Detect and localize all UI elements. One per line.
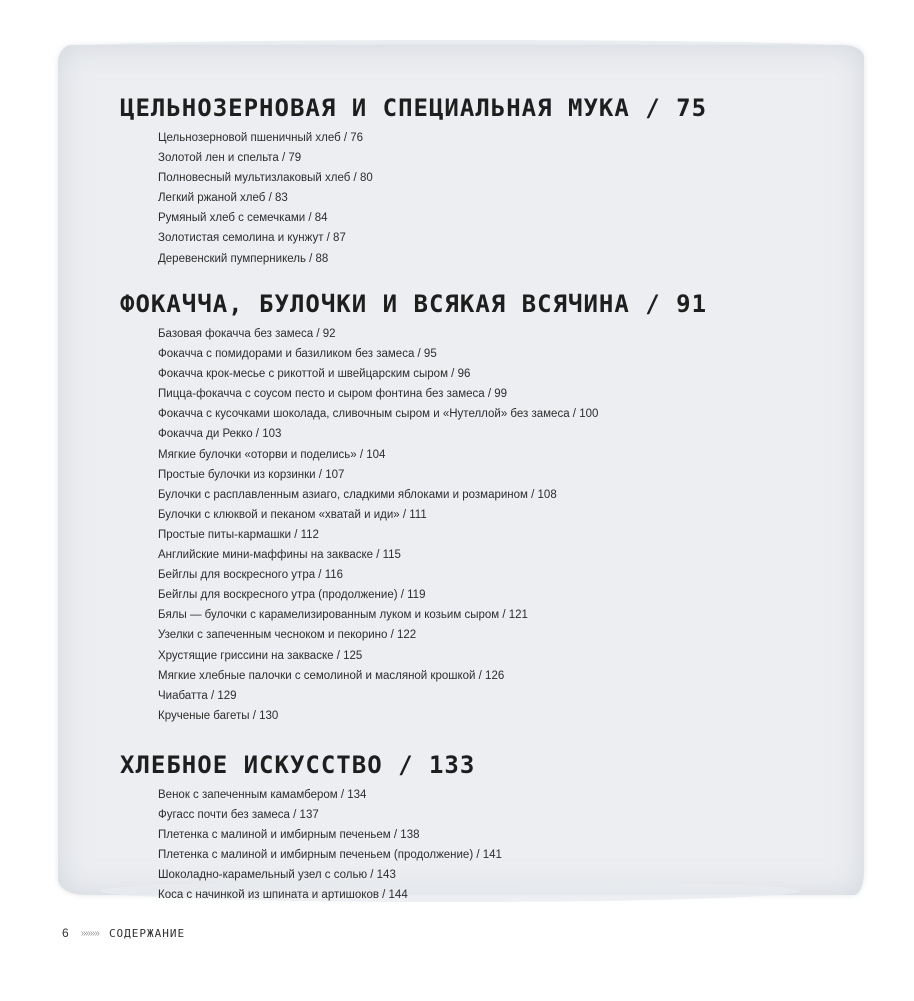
toc-entry[interactable]: Фокачча с помидорами и базиликом без замеса / 95 <box>158 348 437 361</box>
toc-entry[interactable]: Коса с начинкой из шпината и артишоков / 144 <box>158 889 408 902</box>
page-footer <box>62 924 185 942</box>
page-number: 6 <box>62 926 69 940</box>
toc-entry[interactable]: Румяный хлеб с семечками / 84 <box>158 212 328 225</box>
toc-entry[interactable]: Фокачча с кусочками шоколада, сливочным сыром и «Нутеллой» без замеса / 100 <box>158 408 599 421</box>
toc-entry[interactable]: Булочки с расплавленным азиаго, сладкими яблоками и розмарином / 108 <box>158 488 557 501</box>
toc-entry[interactable]: Английские мини-маффины на закваске / 115 <box>158 549 401 562</box>
toc-entry[interactable]: Деревенский пумперникель / 88 <box>158 252 329 265</box>
toc-entry[interactable]: Цельнозерновой пшеничный хлеб / 76 <box>158 132 364 144</box>
toc-entry[interactable]: Плетенка с малиной и имбирным печеньем / 138 <box>158 829 420 842</box>
toc-entry[interactable]: Крученые багеты / 130 <box>158 709 279 722</box>
toc-entry[interactable]: Венок с запеченным камамбером / 134 <box>158 789 367 801</box>
toc-entry[interactable]: Простые питы-кармашки / 112 <box>158 528 319 541</box>
footer-label: СОДЕРЖАНИЕ <box>108 926 186 940</box>
section-title[interactable]: ХЛЕБНОЕ ИСКУССТВО / 133 <box>120 751 476 779</box>
toc-entry[interactable]: Золотой лен и спельта / 79 <box>158 152 302 165</box>
entry-list <box>158 785 860 906</box>
toc-entry[interactable]: Чиабатта / 129 <box>158 689 237 702</box>
toc-entry[interactable]: Простые булочки из корзинки / 107 <box>158 468 345 481</box>
toc-entry[interactable]: Легкий ржаной хлеб / 83 <box>158 192 288 205</box>
toc-entry[interactable]: Фугасс почти без замеса / 137 <box>158 809 319 822</box>
toc-entry[interactable]: Мягкие булочки «оторви и поделись» / 104 <box>158 448 386 461</box>
toc-section-focaccia <box>120 286 860 726</box>
toc-entry[interactable]: Фокачча ди Рекко / 103 <box>158 428 282 441</box>
toc-entry[interactable]: Узелки с запеченным чесноком и пекорино / 122 <box>158 629 417 642</box>
toc-entry[interactable]: Фокачча крок-месье с рикоттой и швейцарским сыром / 96 <box>158 368 471 381</box>
toc-entry[interactable]: Хрустящие гриссини на закваске / 125 <box>158 649 363 662</box>
toc-entry[interactable]: Бейглы для воскресного утра / 116 <box>158 569 344 582</box>
entry-list <box>158 128 860 269</box>
toc-entry[interactable]: Мягкие хлебные палочки с семолиной и масляной крошкой / 126 <box>158 669 505 682</box>
toc-section-whole-grain <box>120 90 860 269</box>
toc-entry[interactable]: Пицца-фокачча с соусом песто и сыром фонтина без замеса / 99 <box>158 388 508 401</box>
entry-list <box>158 324 860 726</box>
toc-entry[interactable]: Плетенка с малиной и имбирным печеньем (продолжение) / 141 <box>158 849 502 862</box>
toc-entry[interactable]: Бейглы для воскресного утра (продолжение) / 119 <box>158 589 426 602</box>
section-title[interactable]: ФОКАЧЧА, БУЛОЧКИ И ВСЯКАЯ ВСЯЧИНА / 91 <box>120 290 708 318</box>
arrow-ornament-icon: »»»» <box>80 927 99 939</box>
toc-entry[interactable]: Бялы — булочки с карамелизированным луком и козьим сыром / 121 <box>158 609 528 622</box>
toc-entry[interactable]: Золотистая семолина и кунжут / 87 <box>158 232 346 245</box>
toc-section-bread-art <box>120 747 860 906</box>
section-title[interactable]: ЦЕЛЬНОЗЕРНОВАЯ И СПЕЦИАЛЬНАЯ МУКА / 75 <box>120 94 708 122</box>
toc-entry[interactable]: Булочки с клюквой и пеканом «хватай и иди» / 111 <box>158 508 427 521</box>
toc-entry[interactable]: Полновесный мультизлаковый хлеб / 80 <box>158 172 373 185</box>
toc-entry[interactable]: Шоколадно-карамельный узел с солью / 143 <box>158 869 396 882</box>
toc-entry[interactable]: Базовая фокачча без замеса / 92 <box>158 328 336 340</box>
